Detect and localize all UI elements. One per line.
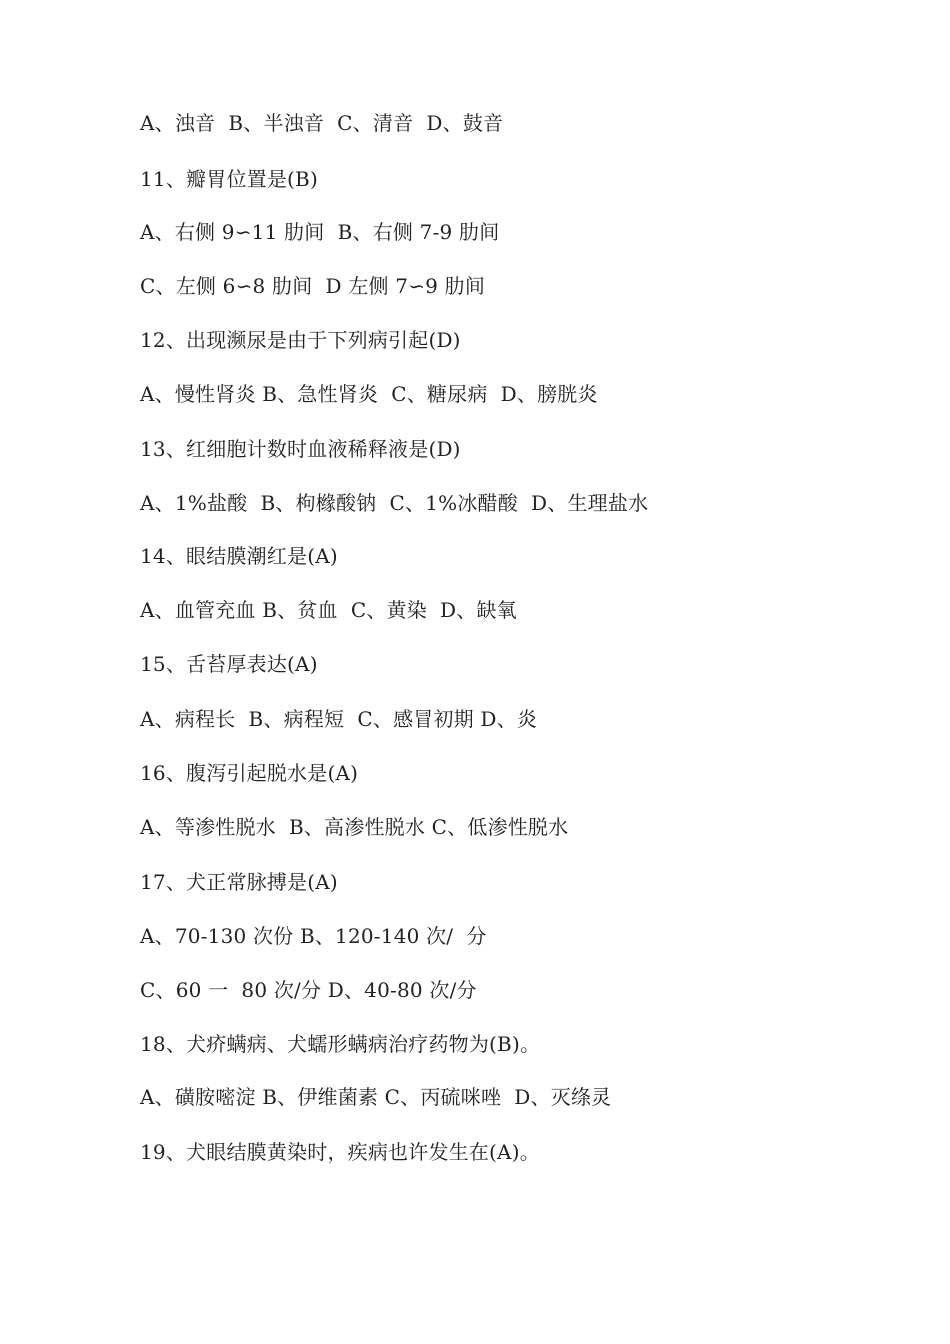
answer-options-line: A、70-130 次份 B、120-140 次/ 分 — [140, 924, 487, 948]
question-11: 11、瓣胃位置是(B) — [140, 167, 318, 191]
answer-options-line: A、浊音 B、半浊音 C、清音 D、鼓音 — [140, 111, 504, 135]
question-17: 17、犬正常脉搏是(A) — [140, 870, 338, 894]
answer-options-line: A、病程长 B、病程短 C、感冒初期 D、炎 — [140, 707, 538, 731]
question-16: 16、腹泻引起脱水是(A) — [140, 761, 359, 785]
question-18: 18、犬疥螨病、犬蠕形螨病治疗药物为(B)。 — [140, 1032, 541, 1056]
question-14: 14、眼结膜潮红是(A) — [140, 544, 338, 568]
answer-options-line: A、血管充血 B、贫血 C、黄染 D、缺氧 — [140, 598, 517, 622]
question-13: 13、红细胞计数时血液稀释液是(D) — [140, 437, 461, 461]
answer-options-line: A、慢性肾炎 B、急性肾炎 C、糖尿病 D、膀胱炎 — [140, 382, 598, 406]
answer-options-line: A、右侧 9∽11 肋间 B、右侧 7-9 肋间 — [140, 220, 500, 244]
question-12: 12、出现濒尿是由于下列病引起(D) — [140, 328, 461, 352]
answer-options-line: C、左侧 6∽8 肋间 D 左侧 7∽9 肋间 — [140, 274, 486, 298]
question-19: 19、犬眼结膜黄染时，疾病也许发生在(A)。 — [140, 1140, 540, 1164]
answer-options-line: C、60 一 80 次/分 D、40-80 次/分 — [140, 978, 477, 1002]
answer-options-line: A、等渗性脱水 B、高渗性脱水 C、低渗性脱水 — [140, 815, 569, 839]
question-15: 15、舌苔厚表达(A) — [140, 652, 318, 676]
answer-options-line: A、1%盐酸 B、枸橼酸钠 C、1%冰醋酸 D、生理盐水 — [140, 491, 649, 515]
answer-options-line: A、磺胺嘧淀 B、伊维菌素 C、丙硫咪唑 D、灭绦灵 — [140, 1085, 612, 1109]
